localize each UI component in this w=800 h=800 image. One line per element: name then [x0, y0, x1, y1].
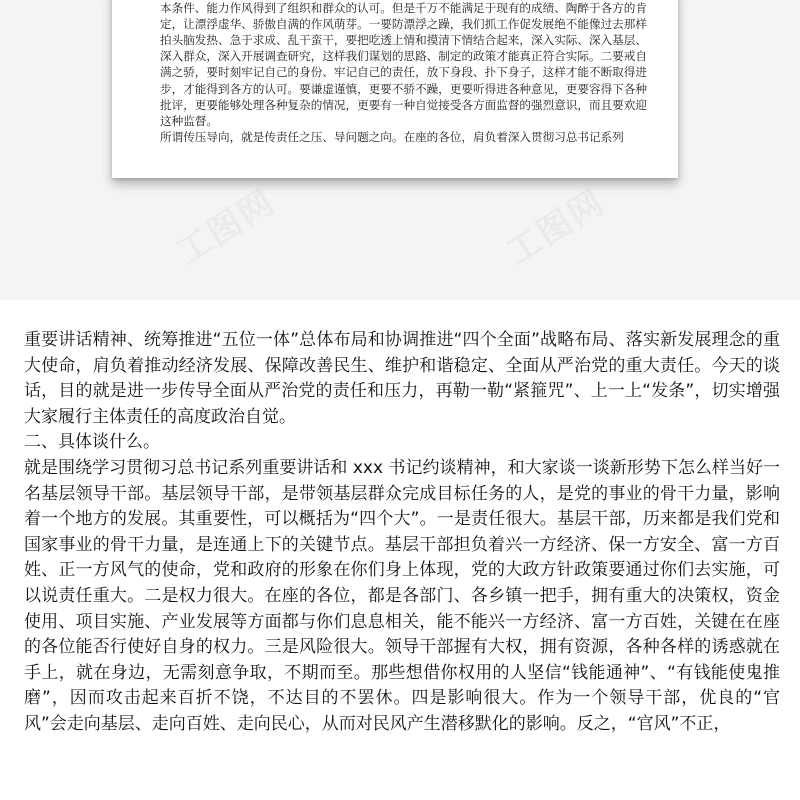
body-paragraph: 就是围绕学习贯彻习总书记系列重要讲话和 xxx 书记约谈精神，和大家谈一谈新形势下怎么样当好一名基层领导干部。基层领导干部，是带领基层群众完成目标任务的人，是党的事业的骨干力量，影响着一个地方的发展。其重要性，可以概括为“四个大”。一是责任很大。基层干部，历来都是我们党和国家事业的骨干力量，是连通上下的关键节点。基层干部担负着兴一方经济、保一方安全、富一方百姓、正一方风气的使命，党和政府的形象在你们身上体现，党的大政方针政策要通过你们去实施，可以说责任重大。二是权力很大。在座的各位，都是各部门、各乡镇一把手，拥有重大的决策权，资金使用、项目实施、产业发展等方面都与你们息息相关，能不能兴一方经济、富一方百姓，关键在在座的各位能否行使好自身的权力。三是风险很大。领导干部握有大权，拥有资源，各种各样的诱惑就在手上，就在身边，无需刻意争取，不期而至。那些想借你权用的人坚信“钱能通神”、“有钱能使鬼推磨”，因而攻击起来百折不饶，不达目的不罢休。四是影响很大。作为一个领导干部，优良的“官风”会走向基层、走向百姓、走向民心，从而对民风产生潜移默化的影响。反之，“官风”不正， — [24, 457, 780, 734]
preview-area — [0, 0, 800, 300]
watermark-logo: 工图网 — [499, 181, 613, 274]
body-paragraph: 重要讲话精神、统筹推进“五位一体”总体布局和协调推进“四个全面”战略布局、落实新发展理念的重大使命，肩负着推动经济发展、保障改善民生、维护和谐稳定、全面从严治党的重大责任。今天的谈话，目的就是进一步传导全面从严治党的责任和压力，再勒一勒“紧箍咒”、上一上“发条”，切实增强大家履行主体责任的高度政治自觉。 — [24, 330, 780, 427]
document-body — [24, 328, 780, 738]
preview-paragraph: 本条件、能力作风得到了组织和群众的认可。但是千万不能满足于现有的成绩、陶醉于各方的肯定，让漂浮虚华、骄傲自满的作风萌芽。一要防漂浮之躁，我们抓工作促发展绝不能像过去那样拍头脑发热、急于求成、乱干蛮干，要把吃透上情和摸清下情结合起来，深入实际、深入基层、深入群众，深入开展调查研究，这样我们谋划的思路、制定的政策才能真正符合实际。二要戒自满之骄，要时刻牢记自己的身份、牢记自己的责任，放下身段、扑下身子，这样才能不断取得进步，才能得到各方的认可。要谦虚谨慎，更要不骄不躁，更要听得进各种意见，更要容得下各种批评，更要能够处理各种复杂的情况，更要有一种自觉接受各方面监督的强烈意识，而且要欢迎这种监督。 — [160, 1, 647, 128]
preview-paragraph: 所谓传压导向，就是传责任之压、导问题之向。在座的各位，肩负着深入贯彻习总书记系列 — [160, 129, 624, 144]
watermark-logo: 工图网 — [329, 1, 443, 94]
section-heading: 二、具体谈什么。 — [24, 432, 160, 453]
watermark-logo: 工图网 — [169, 181, 283, 274]
